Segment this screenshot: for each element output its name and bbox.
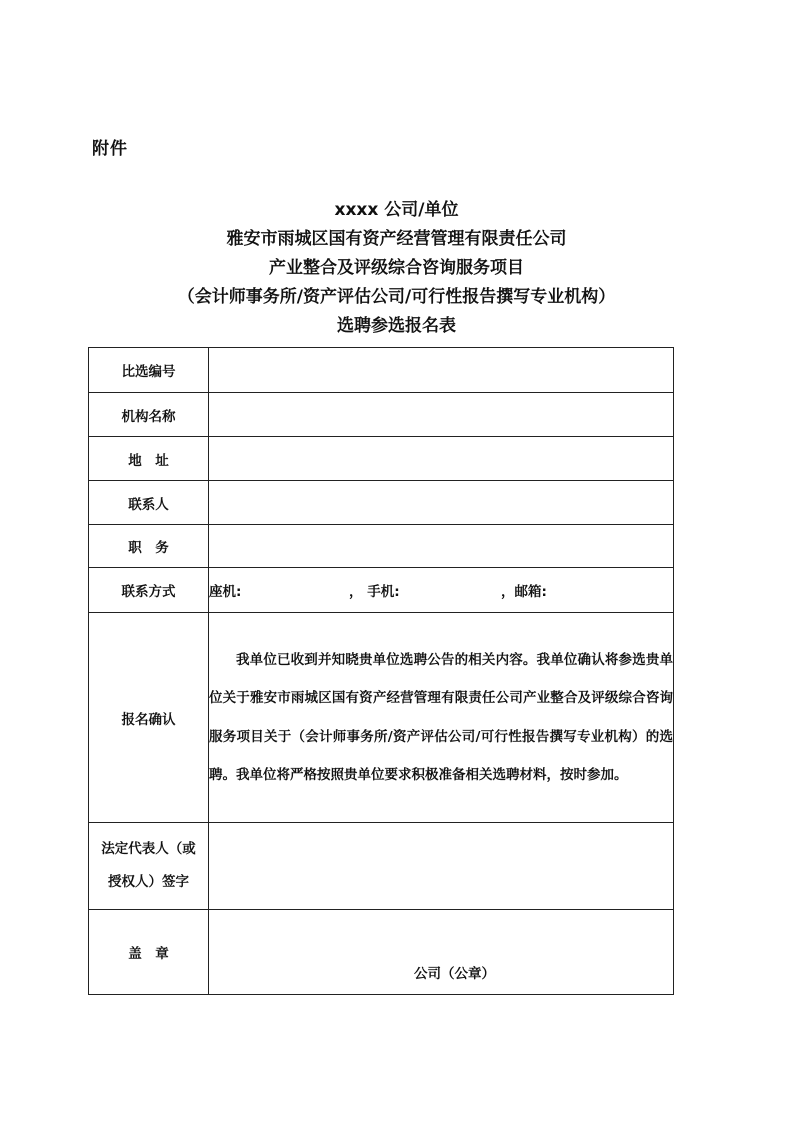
document-title — [0, 196, 793, 341]
contact-person-label: 联系人 — [89, 481, 209, 525]
bid-number-field[interactable] — [209, 348, 674, 393]
contact-person-field[interactable] — [209, 481, 674, 525]
row-contact-method — [89, 568, 674, 613]
position-field[interactable] — [209, 525, 674, 568]
legal-rep-label-line-1: 法定代表人（或 — [101, 841, 196, 857]
row-legal-rep — [89, 823, 674, 910]
title-line-2: 雅安市雨城区国有资产经营管理有限责任公司 — [226, 229, 567, 249]
seal-field[interactable] — [209, 910, 674, 995]
attachment-label: 附件 — [92, 139, 128, 159]
legal-rep-label-line-2: 授权人）签字 — [108, 874, 189, 890]
title-line-5: 选聘参选报名表 — [337, 316, 456, 336]
title-line-3: 产业整合及评级综合咨询服务项目 — [269, 258, 524, 278]
row-confirm — [89, 613, 674, 823]
org-name-field[interactable] — [209, 393, 674, 437]
mobile-label: ， 手机: — [349, 584, 400, 600]
org-name-label: 机构名称 — [89, 393, 209, 437]
row-address — [89, 437, 674, 481]
confirm-text: 我单位已收到并知晓贵单位选聘公告的相关内容。我单位确认将参选贵单位关于雅安市雨城区国有资产经营管理有限责任公司产业整合及评级综合咨询服务项目关于（会计师事务所/资产评估公司/可行性报告撰写专业机构）的选聘。我单位将严格按照贵单位要求积极准备相关选聘材料，按时参加。 — [209, 613, 674, 823]
row-org-name — [89, 393, 674, 437]
registration-form-table — [88, 347, 674, 995]
position-label: 职 务 — [89, 525, 209, 568]
row-contact-person — [89, 481, 674, 525]
email-label: ，邮箱: — [501, 584, 547, 600]
legal-rep-signature-field[interactable] — [209, 823, 674, 910]
contact-method-label: 联系方式 — [89, 568, 209, 613]
address-field[interactable] — [209, 437, 674, 481]
row-position — [89, 525, 674, 568]
title-line-1: xxxx 公司/单位 — [334, 200, 459, 220]
confirm-label: 报名确认 — [89, 613, 209, 823]
address-label: 地 址 — [89, 437, 209, 481]
row-seal — [89, 910, 674, 995]
row-bid-number — [89, 348, 674, 393]
bid-number-label: 比选编号 — [89, 348, 209, 393]
company-seal-text: 公司（公章） — [414, 966, 495, 982]
seal-label: 盖 章 — [89, 910, 209, 995]
title-line-4: （会计师事务所/资产评估公司/可行性报告撰写专业机构） — [177, 287, 616, 307]
contact-method-field[interactable] — [209, 568, 674, 613]
legal-rep-label — [89, 823, 209, 910]
landline-label: 座机: — [209, 584, 242, 600]
